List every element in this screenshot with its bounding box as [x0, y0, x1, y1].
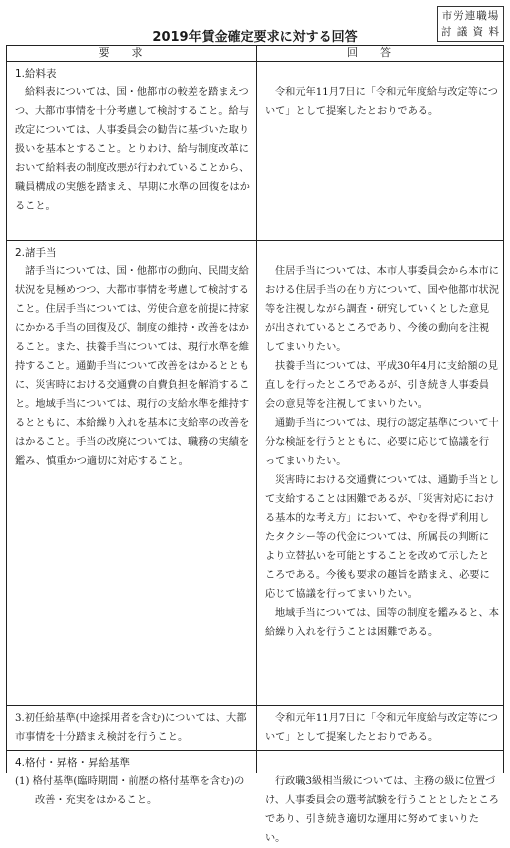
section-spacer [265, 754, 499, 772]
answer-dependents: 扶養手当については、平成30年4月に支給額の見直しを行ったところであるが、引き続き人事委員会の意見等を注視してまいりたい。 [265, 361, 498, 410]
request-cell-starting-pay [7, 707, 256, 750]
page-title: 2019年賃金確定要求に対する回答 [152, 30, 358, 45]
section-spacer [265, 244, 499, 262]
answer-cell-salary-scale [257, 63, 503, 240]
request-text: 給料表については、国・他都市の較差を踏まえつつ、大都市事情を十分考慮して検討すること。給与改定については、人事委員会の勧告に基づいた取り扱いを基本とすること。とりわけ、給与制度改革において給料表の制度改悪が行われていることから、職員構成の実態を踏まえ、早期に水準の回復をはかること。 [15, 87, 250, 212]
section-heading-salary-scale: 1.給料表 [15, 68, 57, 80]
answer-text: 令和元年11月7日に「令和元年度給与改定等について」として提案したとおりである。 [265, 713, 498, 743]
stamp-line-1: 市労連職場 [441, 10, 500, 22]
request-text: 諸手当については、国・他都市の動向、民間支給状況を見極めつつ、大都市事情を考慮して検討すること。住居手当については、労使合意を前提に持家にかかる手当の回復及び、制度の維持・改善をはかること。また、扶養手当については、現行水準を維持すること。通勤手当について改善をはかるとともに、災害時における交通費の自費負担を解消すること。地域手当については、現行の支給水準を維持するとともに、本給繰り入れを基本に支給率の改善をはかること。手当の改廃については、職務の実績を鑑み、慎重かつ適切に対応すること。 [15, 266, 250, 467]
answer-cell-starting-pay [257, 707, 503, 750]
header-answer: 回答 [347, 46, 413, 59]
table-header-row [7, 46, 503, 62]
table-row-allowances [7, 242, 503, 706]
request-cell-allowances [7, 242, 256, 705]
answer-cell-grading [257, 752, 503, 844]
section-spacer [265, 65, 499, 83]
answer-text: 令和元年11月7日に「令和元年度給与改定等について」として提案したとおりである。 [265, 87, 498, 117]
answer-text: 行政職3級相当級については、主務の級に位置づけ、人事委員会の選考試験を行うこととしたところであり、引き続き適切な運用に努めてまいりたい。 [265, 776, 499, 844]
answer-regional: 地域手当については、国等の制度を鑑みると、本給繰り入れを行うことは困難である。 [265, 608, 499, 638]
section-heading-allowances: 2.諸手当 [15, 247, 57, 259]
section-heading-starting-pay: 3.初任給基準(中途採用者を含む)については、大都市事情を十分踏まえ検討を行うこと。 [15, 713, 247, 743]
request-cell-salary-scale [7, 63, 256, 240]
table-row-starting-pay [7, 707, 503, 751]
request-item-1: (1) 格付基準(臨時期間・前歴の格付基準を含む)の改善・充実をはかること。 [15, 776, 245, 806]
section-heading-grading: 4.格付・昇格・昇給基準 [15, 757, 131, 769]
answer-disaster-transport: 災害時における交通費については、通勤手当として支給することは困難であるが、「災害対応における基本的な考え方」において、やむを得ず利用したタクシー等の代金については、所属長の判断により立替払いを可能とすることを改めて示したところである。今後も要求の趣旨を踏まえ、必要に応じて協議を行ってまいりたい。 [265, 475, 499, 600]
answer-commuting: 通勤手当については、現行の認定基準について十分な検証を行うとともに、必要に応じて協議を行ってまいりたい。 [265, 418, 499, 467]
stamp-line-2: 討 議 資 料 [440, 26, 500, 38]
table-row-salary-scale [7, 63, 503, 241]
answer-table [6, 45, 504, 844]
answer-cell-allowances [257, 242, 503, 705]
header-request: 要求 [98, 46, 165, 59]
table-row-grading [7, 752, 503, 844]
request-cell-grading [7, 752, 256, 806]
answer-housing: 住居手当については、本市人事委員会から本市における住居手当の在り方について、国や他都市状況等を注視しながら調査・研究していくとした意見が出されているところであり、今後の動向を注視してまいりたい。 [265, 266, 499, 353]
